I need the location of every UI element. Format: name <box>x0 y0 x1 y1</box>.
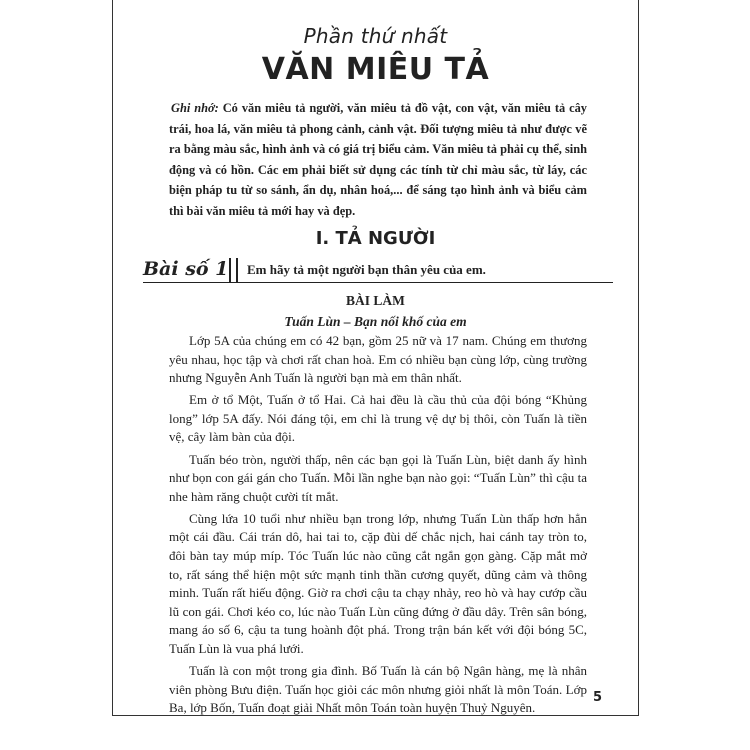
paragraph: Tuấn béo tròn, người thấp, nên các bạn gọi là Tuấn Lùn, biệt danh ấy hình như bọn con gái gán cho Tuấn. Mỗi lần nghe bạn nào gọi: “Tuấn Lùn” thì cậu ta nhe hàm răng chuột cười tít mắt. <box>169 451 587 504</box>
main-title: VĂN MIÊU TẢ <box>261 52 490 87</box>
book-page <box>112 0 639 716</box>
note-box <box>169 98 587 221</box>
essay-body <box>169 332 587 721</box>
exercise-header <box>143 258 613 283</box>
note-text: Có văn miêu tả người, văn miêu tả đồ vật, con vật, văn miêu tả cây trái, hoa lá, văn miêu tả phong cảnh, cảnh vật. Đối tượng miêu tả như được vẽ ra bằng màu sắc, hình ảnh và có giá trị biểu cảm. Văn miêu tả phải cụ thể, sinh động và có hồn. Các em phải biết sử dụng các tính từ chỉ màu sắc, từ láy, các biện pháp tu từ so sánh, ẩn dụ, nhân hoá,... để sáng tạo hình ảnh và biểu cảm thì bài văn miêu tả mới hay và đẹp. <box>169 101 588 218</box>
paragraph: Em ở tổ Một, Tuấn ở tổ Hai. Cả hai đều là cầu thủ của đội bóng “Khủng long” lớp 5A đấy. Nói đáng tội, em chỉ là trung vệ dự bị thôi, còn Tuấn là tiền vệ, cây làm bàn của đội. <box>169 392 587 445</box>
page-number: 5 <box>592 690 602 705</box>
paragraph: Tuấn là con một trong gia đình. Bố Tuấn là cán bộ Ngân hàng, mẹ là nhân viên phòng Bưu điện. Tuấn học giỏi các môn nhưng giỏi nhất là môn Toán. Lớp Ba, lớp Bốn, Tuấn đoạt giải Nhất môn Toán toàn huyện Thuỷ Nguyên. <box>169 663 587 716</box>
exercise-separator <box>229 258 238 283</box>
paragraph: Lớp 5A của chúng em có 42 bạn, gồm 25 nữ và 17 nam. Chúng em thương yêu nhau, học tập và chơi rất chan hoà. Em có nhiều bạn cùng lớp, cùng trường nhưng Nguyễn Anh Tuấn là người bạn mà em thân nhất. <box>169 333 587 386</box>
answer-heading: BÀI LÀM <box>346 293 405 308</box>
section-title: I. TẢ NGƯỜI <box>315 228 436 249</box>
paragraph: Cùng lứa 10 tuổi như nhiều bạn trong lớp, nhưng Tuấn Lùn thấp hơn hẳn một cái đầu. Cái trán dô, hai tai to, cặp đùi dế chắc nịch, hai cánh tay tròn to, đôi bàn tay múp míp. Tóc Tuấn lúc nào cũng cắt ngắn gọn gàng. Cặp mắt mở to, rất sáng thể hiện một sức mạnh tinh thần cương quyết, dũng cảm và thông minh. Tuấn rất hiếu động. Giờ ra chơi cậu ta chạy nhảy, reo hò và hay cướp cầu lũ con gái. Chơi kéo co, lúc nào Tuấn Lùn cũng đứng ở đầu dây. Trên sân bóng, mang áo số 6, cậu ta tung hoành đột phá. Trong trận bán kết với đội bóng 5C, Tuấn Lùn là vua phá lưới. <box>169 510 587 656</box>
exercise-label: Bài số 1 <box>143 258 229 280</box>
exercise-prompt: Em hãy tả một người bạn thân yêu của em. <box>247 262 486 277</box>
part-title: Phần thứ nhất <box>303 24 448 48</box>
note-label: Ghi nhớ: <box>171 101 219 115</box>
essay-title: Tuấn Lùn – Bạn nối khố của em <box>284 314 467 329</box>
